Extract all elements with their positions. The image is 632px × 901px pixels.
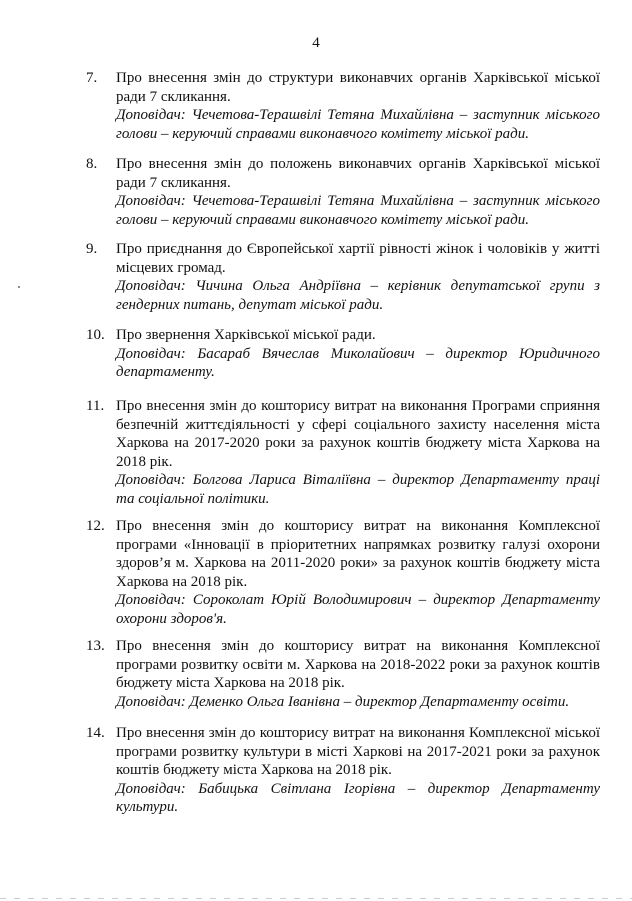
item-number: 9. bbox=[86, 241, 98, 257]
item-speaker: Доповідач: Бабицька Світлана Ігорівна – директор Департаменту культури. bbox=[116, 780, 600, 816]
agenda-item-11 bbox=[86, 397, 600, 509]
item-title: Про приєднання до Європейської хартії рівності жінок і чоловіків у житті місцевих громад. bbox=[116, 241, 600, 276]
item-number: 7. bbox=[86, 70, 98, 86]
scan-artifact-dot bbox=[18, 286, 20, 288]
agenda-item-9 bbox=[86, 240, 600, 314]
item-title: Про внесення змін до положень виконавчих органів Харківської міської ради 7 скликання. bbox=[116, 156, 600, 191]
item-speaker: Доповідач: Басараб Вячеслав Миколайович – директор Юридичного департаменту. bbox=[116, 345, 600, 381]
item-number: 13. bbox=[86, 638, 105, 654]
item-body bbox=[116, 69, 600, 143]
scan-bottom-edge bbox=[0, 898, 632, 899]
item-title: Про внесення змін до кошторису витрат на виконання Комплексної програми розвитку освіти м. Харкова на 2018-2022 роки за рахунок коштів бюджету міста Харкова на 2018 рік. bbox=[116, 638, 600, 692]
item-title: Про внесення змін до кошторису витрат на виконання Комплексної програми «Інновації в пріоритетних напрямках розвитку галузі охорони здоров’я м. Харкова на 2011-2020 роки» за рахунок коштів бюджету міста Харкова на 2018 рік. bbox=[116, 518, 600, 590]
item-body bbox=[116, 517, 600, 629]
item-speaker: Доповідач: Чечетова-Терашвілі Тетяна Михайлівна – заступник міського голови – керуючий справами виконавчого комітету міської ради. bbox=[116, 107, 600, 142]
item-number: 10. bbox=[86, 327, 105, 343]
agenda-item-14 bbox=[86, 724, 600, 817]
item-body bbox=[116, 155, 600, 229]
item-body bbox=[116, 397, 600, 509]
agenda-item-8 bbox=[86, 155, 600, 229]
item-speaker: Доповідач: Болгова Лариса Віталіївна – директор Департаменту праці та соціальної політики. bbox=[116, 472, 600, 507]
item-speaker: Доповідач: Деменко Ольга Іванівна – директор Департаменту освіти. bbox=[116, 693, 570, 710]
agenda-item-12 bbox=[86, 517, 600, 629]
item-number: 12. bbox=[86, 518, 105, 534]
agenda-item-10 bbox=[86, 326, 600, 382]
item-body bbox=[116, 637, 600, 711]
item-speaker: Доповідач: Сороколат Юрій Володимирович – директор Департаменту охорони здоров'я. bbox=[116, 592, 600, 627]
item-title: Про звернення Харківської міської ради. bbox=[116, 327, 376, 343]
item-speaker: Доповідач: Чечетова-Терашвілі Тетяна Михайлівна – заступник міського голови – керуючий справами виконавчого комітету міської ради. bbox=[116, 193, 600, 228]
page-number: 4 bbox=[312, 35, 320, 51]
item-number: 8. bbox=[86, 156, 98, 172]
item-title: Про внесення змін до кошторису витрат на виконання Програми сприяння безпечній життєдіяльності у сфері соціального захисту населення міста Харкова на 2017-2020 роки за рахунок коштів бюджету міста Харкова на 2018 рік. bbox=[116, 398, 600, 470]
item-body bbox=[116, 724, 600, 817]
item-number: 11. bbox=[86, 398, 105, 414]
item-number: 14. bbox=[86, 725, 105, 741]
item-body bbox=[116, 326, 600, 382]
item-title: Про внесення змін до структури виконавчих органів Харківської міської ради 7 скликання. bbox=[116, 70, 600, 105]
agenda-item-13 bbox=[86, 637, 600, 711]
item-title: Про внесення змін до кошторису витрат на виконання Комплексної міської програми розвитку культури в місті Харкові на 2017-2021 роки за рахунок коштів бюджету міста Харкова на 2018 рік. bbox=[116, 725, 600, 779]
agenda-item-7 bbox=[86, 69, 600, 143]
item-speaker: Доповідач: Чичина Ольга Андріївна – керівник депутатської групи з гендерних питань, депутат міської ради. bbox=[116, 278, 600, 313]
item-body bbox=[116, 240, 600, 314]
